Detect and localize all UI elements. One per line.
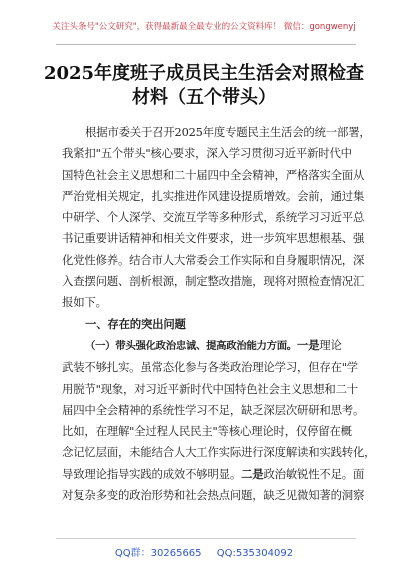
paragraph-line: 根据市委关于召开2025年度专题民主生活会的统一部署， bbox=[85, 125, 371, 139]
paragraph-line: 报如下。 bbox=[62, 295, 107, 310]
point-text: 理论 bbox=[319, 337, 342, 352]
point-label: 二是 bbox=[241, 466, 264, 481]
point-text: 政治敏锐性不足。面 bbox=[263, 466, 365, 481]
paragraph-line: 我紧扣"五个带头"核心要求，深入学习贯彻习近平新时代中 bbox=[62, 146, 352, 161]
footer-qq: QQ:535304092 bbox=[216, 548, 294, 559]
header-divider bbox=[56, 44, 356, 45]
paragraph-line bbox=[62, 464, 365, 485]
section-heading: 一、存在的突出问题 bbox=[85, 316, 186, 331]
paragraph-line: 入查摆问题、剖析根源，制定整改措施，现将对照检查情况汇 bbox=[62, 274, 365, 289]
paragraph-line: 国特色社会主义思想和二十届四中全会精神，严格落实全面从 bbox=[62, 167, 365, 182]
paragraph-line: 比如，在理解"全过程人民民主"等核心理论时，仅停留在概 bbox=[62, 424, 352, 439]
footer-divider bbox=[56, 538, 356, 539]
paragraph-line: 中研学、个人深学、交流互学等多种形式，系统学习习近平总 bbox=[62, 210, 365, 225]
paragraph-line: 用脱节"现象，对习近平新时代中国特色社会主义思想和二十 bbox=[62, 381, 358, 396]
document-title bbox=[40, 62, 368, 110]
point-text: 导致理论指导实践的成效不够明显。 bbox=[62, 466, 242, 481]
paragraph-line: 武装不够扎实。虽常态化参与各类政治理论学习，但存在"学 bbox=[62, 360, 358, 375]
subsection-heading: （一）带头强化政治忠诚、提高政治能力方面。 bbox=[85, 339, 297, 352]
paragraph-line: 书记重要讲话精神和相关文件要求，进一步筑牢思想根基、强 bbox=[62, 231, 365, 246]
paragraph-line: 化党性修养。结合市人大常委会工作实际和自身履职情况，深 bbox=[62, 252, 365, 267]
paragraph-line: 念记忆层面，未能结合人大工作实际进行深度解读和实践转化， bbox=[62, 445, 376, 460]
title-line-1: 2025年度班子成员民主生活会对照检查 bbox=[43, 63, 365, 84]
point-label: 一是 bbox=[296, 337, 320, 352]
footer-contact bbox=[0, 544, 408, 559]
paragraph-line: 严治党相关规定，扎实推进作风建设提质增效。会前，通过集 bbox=[62, 188, 365, 203]
footer-qq-group: QQ群：30265665 bbox=[114, 548, 202, 559]
paragraph-line: 届四中全会精神的系统性学习不足，缺乏深层次研研和思考。 bbox=[62, 402, 365, 417]
title-line-2: 材料（五个带头） bbox=[132, 87, 276, 108]
paragraph-line: 对复杂多变的政治形势和社会热点问题，缺乏见微知著的洞察 bbox=[62, 488, 365, 503]
header-promo-note: 关注头条号"公文研究"，获得最新最全最专业的公文资料库！ 微信：gongwenyj bbox=[52, 22, 356, 32]
document-body bbox=[62, 122, 376, 506]
subsection-line bbox=[62, 335, 352, 357]
